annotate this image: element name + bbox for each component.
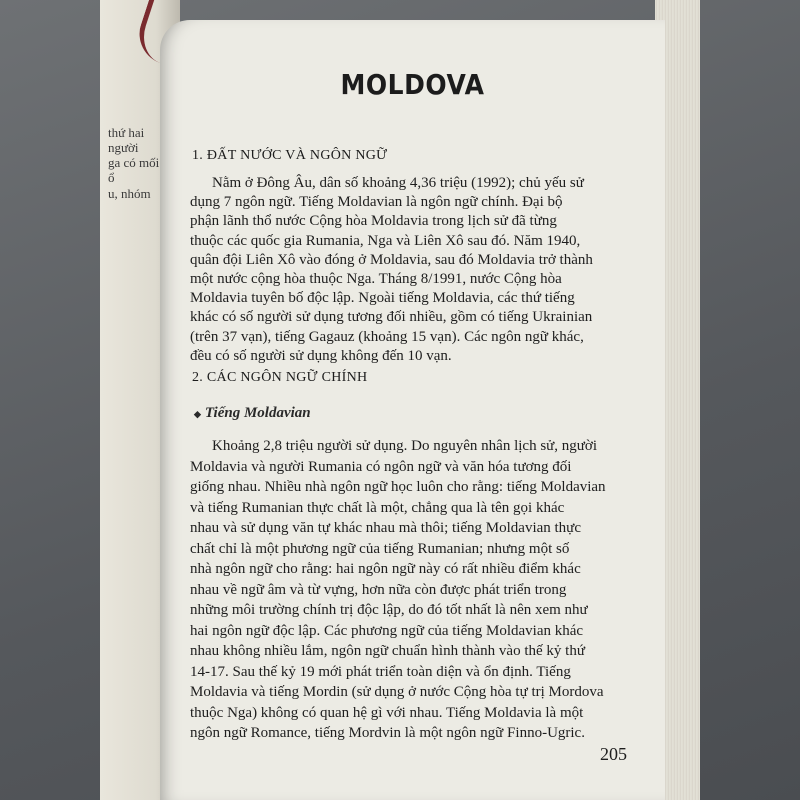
subsection-heading bbox=[194, 405, 311, 422]
left-page-text: ổ bbox=[108, 170, 115, 185]
text-line: thuộc các quốc gia Rumania, Nga và Liên Xô sau đó. Năm 1940, bbox=[190, 232, 581, 249]
text-line: quân đội Liên Xô vào đóng ở Moldavia, sau đó Moldavia trở thành bbox=[190, 251, 593, 268]
text-line: nhau về ngữ âm và từ vựng, hơn nữa còn được phát triển trong bbox=[190, 581, 567, 598]
page-number: 205 bbox=[600, 744, 627, 764]
book-page bbox=[160, 20, 665, 800]
text-line: ngôn ngữ Romance, tiếng Mordvin là một ngôn ngữ Finno-Ugric. bbox=[190, 725, 585, 741]
section-heading-2: 2. CÁC NGÔN NGỮ CHÍNH bbox=[192, 370, 368, 385]
diamond-bullet-icon: ◆ bbox=[194, 409, 201, 419]
subsection-title: Tiếng Moldavian bbox=[204, 405, 311, 421]
text-line: chất chỉ là một phương ngữ của tiếng Rumanian; nhưng một số bbox=[190, 540, 570, 557]
text-line: nhau và sử dụng văn tự khác nhau mà thôi; tiếng Moldavian thực bbox=[190, 520, 581, 536]
text-line: (trên 37 vạn), tiếng Gagauz (khoảng 15 vạn). Các ngôn ngữ khác, bbox=[190, 328, 584, 345]
text-line: thuộc Nga) không có quan hệ gì với nhau. Tiếng Moldavia là một bbox=[190, 704, 584, 721]
text-line: khác có số người sử dụng tương đối nhiều, gồm có tiếng Ukrainian bbox=[190, 309, 593, 326]
text-line: những môi trường chính trị độc lập, do đó tốt nhất là nên xem như bbox=[190, 602, 588, 618]
text-line: và tiếng Rumanian thực chất là một, chẳng qua là tên gọi khác bbox=[190, 499, 565, 516]
text-line: giống nhau. Nhiều nhà ngôn ngữ học luôn cho rằng: tiếng Moldavian bbox=[190, 479, 606, 495]
text-line: dụng 7 ngôn ngữ. Tiếng Moldavian là ngôn ngữ chính. Đại bộ bbox=[190, 194, 563, 211]
left-page-text: thứ hai bbox=[108, 125, 145, 140]
text-line: Moldavia tuyên bố độc lập. Ngoài tiếng Moldavia, các thứ tiếng bbox=[190, 290, 575, 307]
text-line: nhà ngôn ngữ cho rằng: hai ngôn ngữ này có rất nhiều điểm khác bbox=[190, 561, 581, 577]
text-line: một nước cộng hòa thuộc Nga. Tháng 8/1991, nước Cộng hòa bbox=[190, 271, 562, 287]
text-line: phận lãnh thổ nước Cộng hòa Moldavia trong lịch sử đã từng bbox=[190, 213, 557, 230]
text-line: Moldavia và người Rumania có ngôn ngữ và văn hóa tương đối bbox=[190, 458, 572, 475]
section-heading-1: 1. ĐẤT NƯỚC VÀ NGÔN NGỮ bbox=[192, 148, 388, 163]
left-page-text: u, nhóm bbox=[108, 186, 151, 201]
text-line: hai ngôn ngữ độc lập. Các phương ngữ của tiếng Moldavian khác bbox=[190, 622, 584, 639]
text-line: Nằm ở Đông Âu, dân số khoảng 4,36 triệu (1992); chủ yếu sử bbox=[212, 175, 584, 191]
text-line: 14-17. Sau thế kỷ 19 mới phát triển toàn diện và ổn định. Tiếng bbox=[190, 663, 571, 680]
text-line: nhau không nhiều lắm, ngôn ngữ chuẩn hình thành vào thế kỷ thứ bbox=[190, 643, 585, 659]
text-line: Moldavia và tiếng Mordin (sử dụng ở nước Cộng hòa tự trị Mordova bbox=[190, 684, 604, 700]
left-page-text: người bbox=[108, 140, 139, 155]
page-title: MOLDOVA bbox=[340, 68, 485, 101]
text-line: đều có số người sử dụng không đến 10 vạn. bbox=[190, 347, 452, 364]
left-page-text: ga có mối bbox=[108, 155, 160, 170]
text-line: Khoảng 2,8 triệu người sử dụng. Do nguyên nhân lịch sử, người bbox=[212, 438, 598, 454]
